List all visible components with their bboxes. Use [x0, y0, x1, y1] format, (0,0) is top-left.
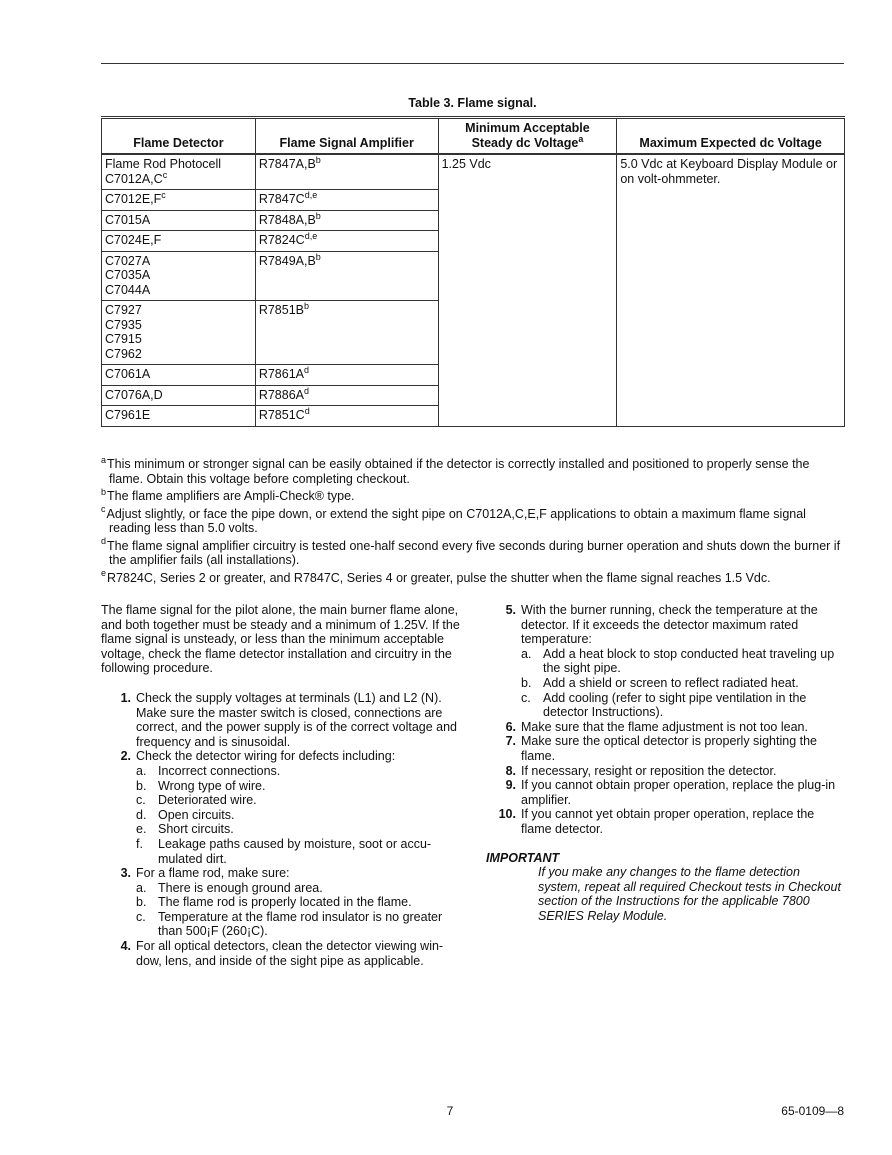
table-row [102, 154, 845, 190]
cell-flame-signal-amplifier [255, 301, 438, 365]
step-number: 10. [498, 807, 516, 822]
sub-step [136, 793, 461, 808]
sub-step-letter: e. [136, 822, 147, 837]
detector-model: C7935 [105, 317, 142, 332]
step-text: Check the supply voltages at terminals (L1) and L2 (N). Make sure the master switch is closed, connections are correct, and the power supply is of the correct voltage and frequency and is sinusoidal. [136, 690, 458, 749]
procedure-step [486, 807, 844, 836]
sub-step [136, 910, 461, 939]
footnote-mark: c [101, 504, 106, 515]
sub-step-letter: f. [136, 836, 143, 851]
detector-model-line [105, 169, 252, 187]
footnote-text: The flame signal amplifier circuitry is tested one-half second every five seconds during burner operation and shuts down the burner if the amplifier fails (all installations). [107, 538, 841, 567]
amplifier-footnote-mark: d [304, 385, 310, 396]
amplifier-footnote-mark: d,e [304, 230, 318, 241]
cell-flame-detector [102, 210, 256, 231]
sub-step-letter: a. [136, 880, 147, 895]
procedure-step [101, 866, 461, 939]
detector-model: C7962 [105, 346, 142, 361]
right-column [486, 603, 844, 923]
step-number: 3. [120, 866, 131, 881]
amplifier-model: R7851C [258, 408, 305, 422]
sub-step [136, 808, 461, 823]
sub-step-letter: c. [521, 690, 531, 705]
sub-step-letter: a. [521, 646, 532, 661]
detector-model: C7024E,F [105, 233, 162, 247]
sub-step-text: There is enough ground area. [158, 880, 323, 895]
procedure-step [101, 691, 461, 749]
sub-step-text: Leakage paths caused by moisture, soot or accu-mulated dirt. [158, 836, 432, 866]
header-minimum-voltage [438, 118, 617, 155]
sub-step-letter: a. [136, 763, 147, 778]
sub-step-text: Add a heat block to stop conducted heat traveling up the sight pipe. [543, 646, 835, 676]
step-text: Check the detector wiring for defects including: [136, 749, 396, 764]
detector-footnote-mark: c [161, 189, 166, 200]
table-footnotes [101, 454, 845, 588]
footnote [101, 504, 845, 536]
step-text: If you cannot obtain proper operation, replace the plug-in amplifier. [521, 778, 836, 807]
table-title: Table 3. Flame signal. [408, 96, 537, 110]
amplifier-model: R7861A [258, 367, 304, 381]
detector-model: C7035A [105, 268, 151, 282]
footnote-mark: a [101, 454, 107, 465]
step-text: For all optical detectors, clean the detector viewing win-dow, lens, and inside of the sight pipe as applicable. [136, 939, 444, 968]
cell-flame-signal-amplifier [255, 231, 438, 252]
cell-flame-detector [102, 231, 256, 252]
intro-paragraph: The flame signal for the pilot alone, the main burner flame alone, and both together must be steady and a minimum of 1.25V. If the flame signal is unsteady, or less than the minimum acceptable voltage, check the flame detector installation and circuitry in the following procedure. [101, 603, 460, 676]
procedure-step [486, 720, 844, 735]
cell-minimum-voltage: 1.25 Vdc [438, 154, 617, 426]
sub-step-letter: c. [136, 909, 146, 924]
footnote-mark: d [101, 536, 107, 547]
procedure-step [486, 734, 844, 763]
sub-step-letter: b. [136, 895, 147, 910]
cell-flame-signal-amplifier [255, 190, 438, 211]
sub-step-letter: d. [136, 807, 147, 822]
important-heading: IMPORTANT [486, 850, 560, 865]
cell-flame-signal-amplifier [255, 406, 438, 427]
step-number: 1. [120, 690, 131, 705]
amplifier-model: R7849A,B [258, 253, 316, 268]
footnote [101, 568, 845, 586]
detector-model: C7076A,D [105, 387, 163, 402]
detector-model: Flame Rod Photocell [105, 157, 222, 171]
sub-step-text: Incorrect connections. [158, 763, 281, 778]
sub-step-letter: b. [136, 778, 147, 793]
top-rule [101, 63, 844, 64]
footnote-mark: b [101, 486, 107, 497]
sub-step-text: Temperature at the flame rod insulator is no greater than 500¡F (260¡C). [158, 909, 443, 939]
sub-step [521, 676, 844, 691]
sub-step [136, 764, 461, 779]
table-body [102, 154, 845, 426]
detector-model: C7012A,C [105, 171, 163, 186]
cell-flame-signal-amplifier [255, 210, 438, 231]
procedure-step [486, 778, 844, 807]
detector-model: C7915 [105, 332, 142, 346]
document-number: 65-0109—8 [781, 1104, 844, 1118]
detector-model: C7027A [105, 253, 151, 268]
step-number: 5. [505, 603, 516, 617]
detector-model: C7061A [105, 367, 151, 381]
amplifier-footnote-mark: b [304, 300, 310, 311]
sub-step-text: Short circuits. [158, 822, 234, 837]
footnote-text: This minimum or stronger signal can be easily obtained if the detector is correctly installed and positioned to properly sense the flame. Obtain this voltage before completing checkout. [107, 457, 810, 486]
sub-step-text: The flame rod is properly located in the flame. [158, 895, 412, 910]
amplifier-model: R7847C [258, 192, 305, 206]
amplifier-footnote-mark: d,e [304, 189, 318, 200]
amplifier-footnote-mark: b [315, 251, 321, 262]
sub-step-text: Deteriorated wire. [158, 793, 257, 808]
step-number: 4. [120, 939, 131, 954]
cell-maximum-voltage: 5.0 Vdc at Keyboard Display Module or on volt-ohmmeter. [617, 154, 845, 426]
footnote [101, 536, 845, 568]
sub-step [136, 779, 461, 794]
step-number: 6. [505, 719, 516, 734]
header-maximum-voltage: Maximum Expected dc Voltage [617, 118, 845, 155]
footnote [101, 486, 845, 504]
footnote-mark: e [101, 568, 107, 579]
cell-flame-signal-amplifier [255, 251, 438, 301]
step-text: For a flame rod, make sure: [136, 866, 290, 881]
cell-flame-signal-amplifier [255, 154, 438, 190]
cell-flame-detector [102, 251, 256, 301]
amplifier-footnote-mark: b [315, 154, 321, 165]
step-text: If you cannot yet obtain proper operation, replace the flame detector. [521, 807, 815, 836]
cell-flame-detector [102, 406, 256, 427]
step-number: 7. [505, 734, 516, 749]
footnote-text: The flame amplifiers are Ampli-Check® type. [107, 489, 355, 503]
header-flame-detector: Flame Detector [102, 118, 256, 155]
procedure-steps-right [486, 603, 844, 837]
detector-model: C7012E,F [105, 192, 162, 206]
step-text: With the burner running, check the temperature at the detector. If it exceeds the detector maximum rated temperature: [521, 603, 818, 647]
amplifier-footnote-mark: d [304, 405, 310, 416]
procedure-step [486, 603, 844, 720]
step-number: 2. [120, 749, 131, 764]
step-number: 8. [505, 763, 516, 778]
sub-step-text: Wrong type of wire. [158, 778, 266, 793]
sub-step [521, 647, 844, 676]
detector-model: C7015A [105, 212, 151, 227]
procedure-step [486, 764, 844, 779]
cell-flame-detector [102, 190, 256, 211]
footnote-text: Adjust slightly, or face the pipe down, or extend the sight pipe on C7012A,C,E,F applications to obtain a maximum flame signal reading less than 5.0 volts. [106, 506, 806, 535]
detector-model: C7927 [105, 303, 142, 317]
step-text: Make sure that the flame adjustment is not too lean. [521, 719, 808, 734]
sub-step-text: Open circuits. [158, 807, 235, 822]
step-number: 9. [505, 778, 516, 793]
sub-step-text: Add a shield or screen to reflect radiated heat. [543, 675, 799, 690]
header-min-line2: Steady dc Voltage [471, 135, 579, 150]
footnote-text: R7824C, Series 2 or greater, and R7847C, Series 4 or greater, pulse the shutter when the flame signal reaches 1.5 Vdc. [107, 570, 771, 585]
amplifier-model: R7824C [258, 233, 305, 247]
amplifier-model: R7886A [258, 387, 304, 402]
sub-step-letter: b. [521, 675, 532, 690]
important-text: If you make any changes to the flame detection system, repeat all required Checkout tests in Checkout section of the Instructions for the applicable 7800 SERIES Relay Module. [538, 865, 841, 923]
sub-step [136, 837, 461, 866]
sub-step-letter: c. [136, 793, 146, 808]
amplifier-footnote-mark: b [315, 210, 321, 221]
left-column [101, 603, 461, 968]
detector-model: C7044A [105, 282, 151, 297]
amplifier-model: R7851B [258, 303, 304, 317]
header-min-line1: Minimum Acceptable [465, 121, 590, 135]
step-text: Make sure the optical detector is properly sighting the flame. [521, 734, 817, 763]
cell-flame-detector [102, 301, 256, 365]
step-text: If necessary, resight or reposition the detector. [521, 763, 777, 778]
footnote [101, 454, 845, 486]
sub-step-text: Add cooling (refer to sight pipe ventilation in the detector Instructions). [543, 690, 807, 720]
sub-step [521, 691, 844, 720]
amplifier-model: R7847A,B [258, 157, 316, 171]
table-header-row [102, 118, 845, 155]
procedure-steps-left [101, 691, 461, 968]
sub-step [136, 881, 461, 896]
page-number: 7 [446, 1104, 454, 1118]
sub-step [136, 895, 461, 910]
procedure-step [101, 749, 461, 866]
procedure-step [101, 939, 461, 968]
detector-model-line [105, 189, 252, 207]
amplifier-model: R7848A,B [258, 212, 316, 227]
cell-flame-signal-amplifier [255, 385, 438, 406]
detector-footnote-mark: c [162, 169, 168, 180]
header-flame-signal-amplifier: Flame Signal Amplifier [255, 118, 438, 155]
cell-flame-signal-amplifier [255, 365, 438, 386]
flame-signal-table [101, 116, 845, 427]
detector-model: C7961E [105, 408, 151, 422]
cell-flame-detector [102, 365, 256, 386]
sub-step [136, 822, 461, 837]
header-min-footnote-mark: a [578, 133, 584, 144]
cell-flame-detector [102, 154, 256, 190]
amplifier-footnote-mark: d [304, 364, 310, 375]
cell-flame-detector [102, 385, 256, 406]
